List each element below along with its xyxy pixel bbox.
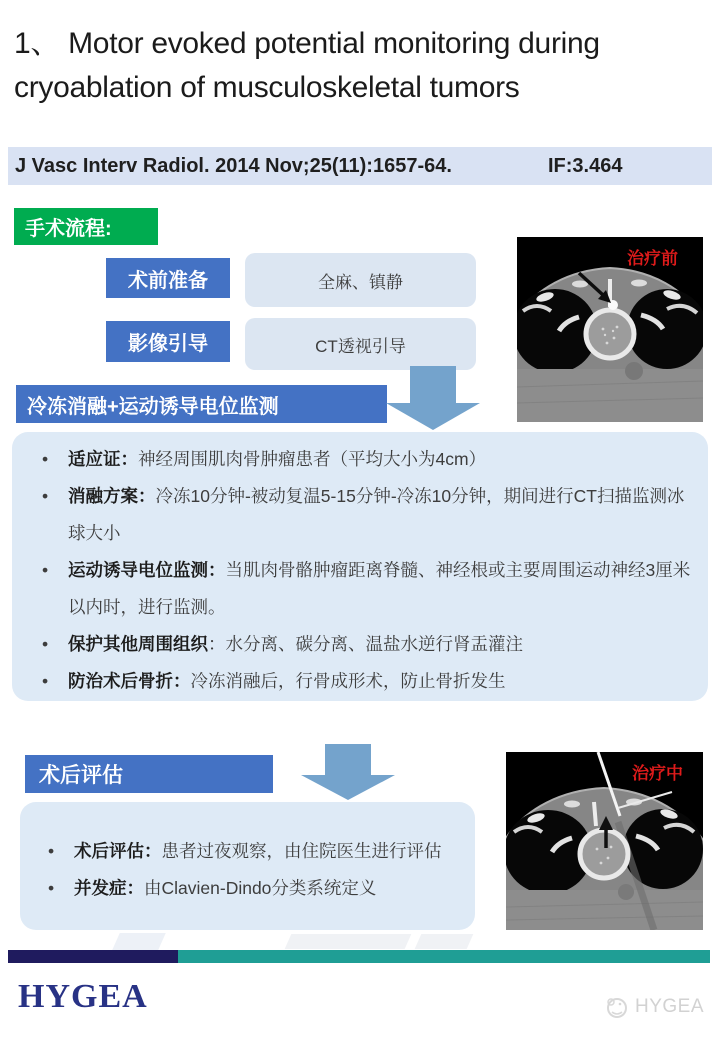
details-panel (12, 432, 708, 701)
details-bullet-list (28, 441, 694, 700)
watermark (604, 994, 704, 1020)
ct-image-during-treatment (506, 752, 703, 930)
flow-step-imaging: 影像引导 (106, 321, 230, 362)
bullet-indication: • 适应证：神经周围肌肉骨肿瘤患者（平均大小为4cm） (28, 441, 694, 478)
bullet-complications: • 并发症：由Clavien-Dindo分类系统定义 (34, 870, 465, 907)
page-title-line1: 1、 Motor evoked potential monitoring during (14, 27, 600, 60)
postop-bullet-list (34, 833, 465, 907)
journal-citation: J Vasc Interv Radiol. 2014 Nov;25(11):1657-64. (15, 154, 452, 177)
down-arrow-icon (300, 744, 396, 802)
flow-value-ct-guidance: CT透视引导 (245, 318, 476, 370)
footer-faint-mark (415, 934, 474, 949)
banner-cryoablation: 冷冻消融+运动诱导电位监测 (16, 385, 387, 423)
footer-faint-mark (112, 933, 166, 950)
postop-panel (20, 802, 475, 930)
bullet-tissue-protection: • 保护其他周围组织：水分离、碳分离、温盐水逆行肾盂灌注 (28, 626, 694, 663)
bullet-fracture-prevention: • 防治术后骨折：冷冻消融后，行骨成形术，防止骨折发生 (28, 663, 694, 700)
footer-teal-bar (178, 950, 710, 963)
page-title (14, 22, 706, 110)
banner-postop-evaluation: 术后评估 (25, 755, 273, 793)
bullet-mep-monitoring: • 运动诱导电位监测：当肌肉骨骼肿瘤距离脊髓、神经根或主要周围运动神经3厘米以内时，进行监测。 (28, 552, 694, 626)
section-label-procedure: 手术流程: (14, 208, 158, 245)
hygea-logo-watermark-icon (604, 994, 630, 1020)
bullet-ablation-protocol: • 消融方案：冷冻10分钟-被动复温5-15分钟-冷冻10分钟，期间进行CT扫描监测冰球大小 (28, 478, 694, 552)
ct-label-before: 治疗前 (627, 249, 678, 268)
flow-value-anesthesia: 全麻、镇静 (245, 253, 476, 307)
ct-image-before-treatment (517, 237, 703, 422)
brand-logo-text: HYGEA (18, 978, 148, 1015)
bullet-postop-eval: • 术后评估：患者过夜观察，由住院医生进行评估 (34, 833, 465, 870)
watermark-text: HYGEA (635, 996, 705, 1017)
citation-bar (8, 147, 712, 185)
ct-label-during: 治疗中 (632, 764, 683, 783)
down-arrow-icon (384, 366, 482, 432)
impact-factor: IF:3.464 (548, 154, 623, 177)
flow-step-preop: 术前准备 (106, 258, 230, 298)
footer-faint-mark (285, 934, 412, 949)
page-title-line2: cryoablation of musculoskeletal tumors (14, 71, 520, 104)
footer-navy-bar (8, 950, 178, 963)
